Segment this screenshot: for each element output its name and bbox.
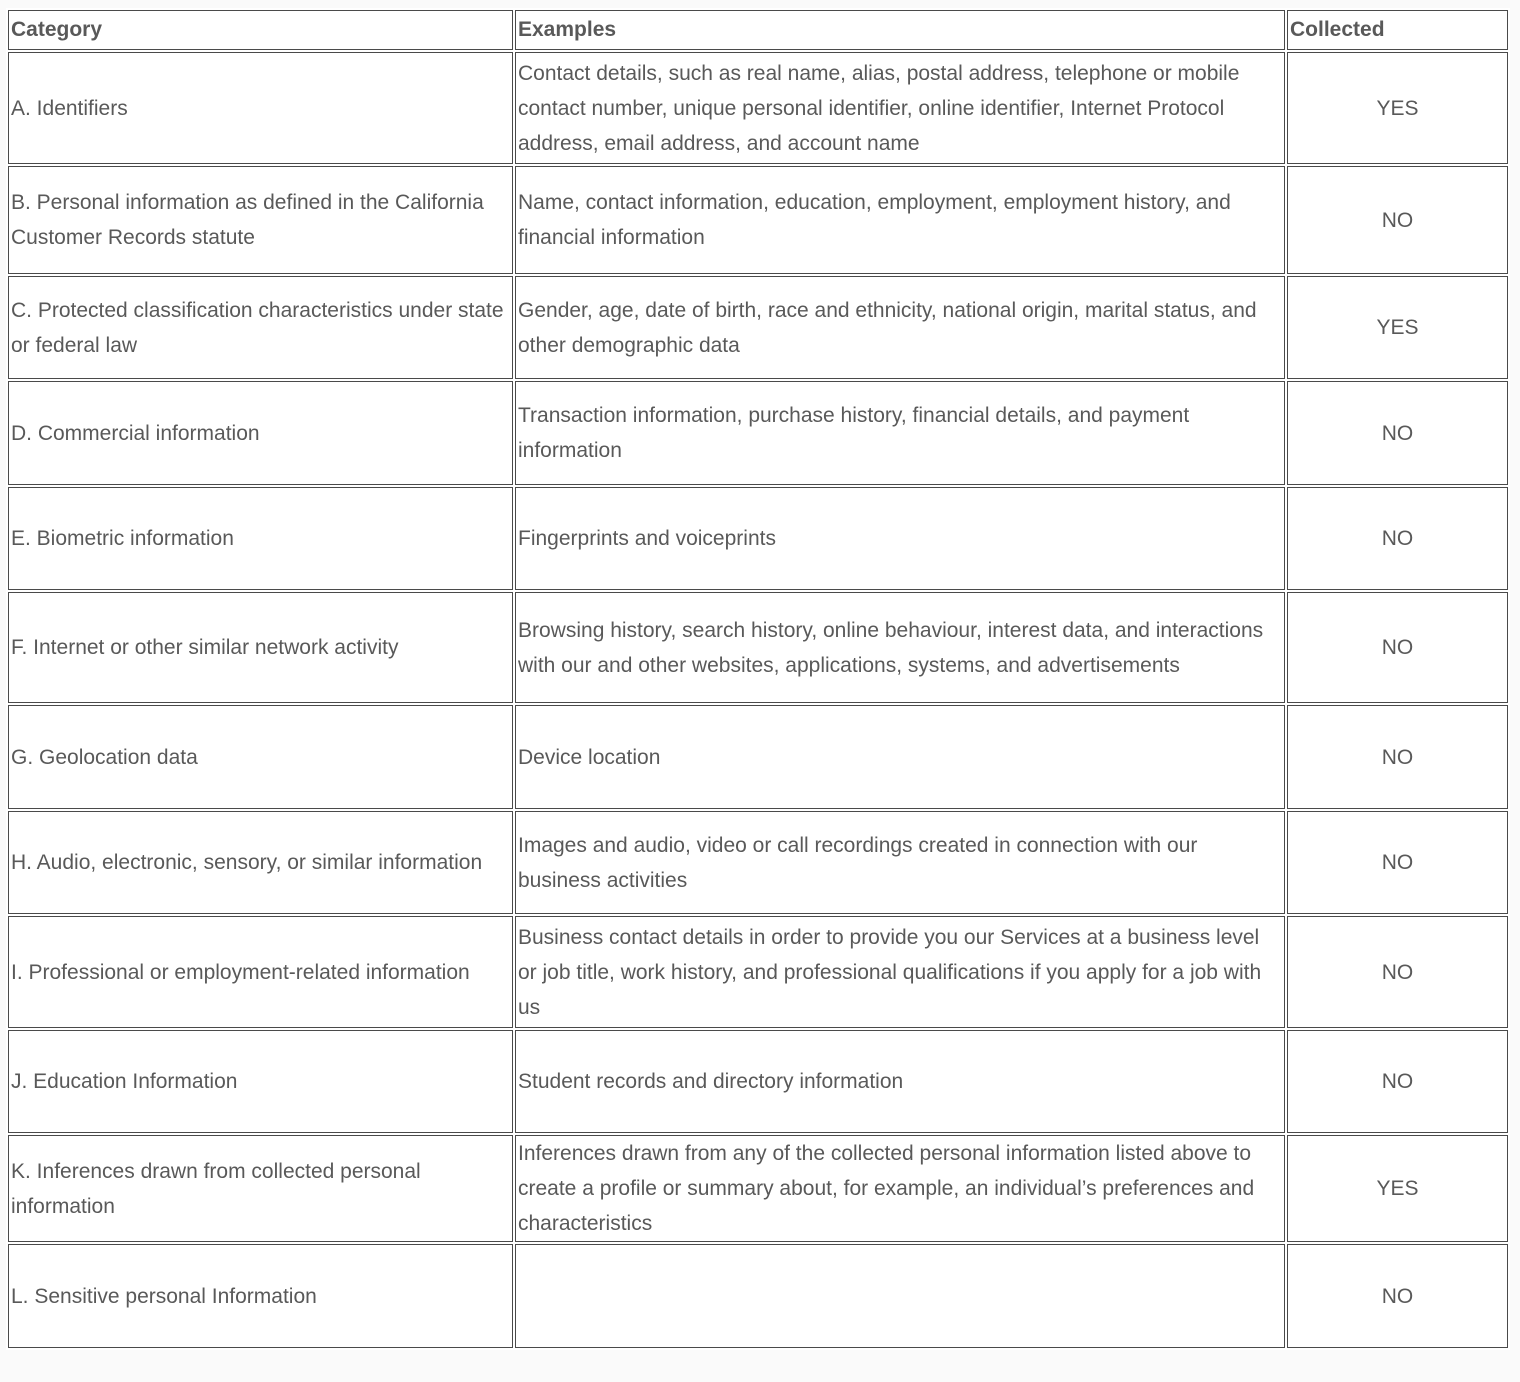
category-cell: C. Protected classification characteristics under state or federal law (8, 276, 513, 379)
header-category: Category (8, 10, 513, 50)
table-row (8, 52, 1508, 164)
category-cell: H. Audio, electronic, sensory, or similar information (8, 811, 513, 914)
examples-cell: Images and audio, video or call recordings created in connection with our business activities (515, 811, 1285, 914)
category-cell: B. Personal information as defined in the California Customer Records statute (8, 166, 513, 274)
collected-cell: NO (1287, 705, 1508, 809)
collected-cell: NO (1287, 811, 1508, 914)
examples-cell: Fingerprints and voiceprints (515, 487, 1285, 590)
collected-cell: NO (1287, 1244, 1508, 1348)
collected-cell: YES (1287, 276, 1508, 379)
collected-cell: NO (1287, 381, 1508, 485)
category-cell: F. Internet or other similar network activity (8, 592, 513, 703)
table-row (8, 276, 1508, 379)
collected-cell: NO (1287, 487, 1508, 590)
examples-cell: Transaction information, purchase history, financial details, and payment information (515, 381, 1285, 485)
table-row (8, 1244, 1508, 1348)
category-cell: E. Biometric information (8, 487, 513, 590)
table-row (8, 592, 1508, 703)
table-row (8, 916, 1508, 1028)
examples-cell: Contact details, such as real name, alias, postal address, telephone or mobile contact number, unique personal identifier, online identifier, Internet Protocol address, email address, and account name (515, 52, 1285, 164)
table-row (8, 811, 1508, 914)
table-row (8, 705, 1508, 809)
examples-cell: Business contact details in order to provide you our Services at a business level or job title, work history, and professional qualifications if you apply for a job with us (515, 916, 1285, 1028)
examples-cell: Student records and directory information (515, 1030, 1285, 1133)
table-row (8, 381, 1508, 485)
table-row (8, 487, 1508, 590)
examples-cell: Gender, age, date of birth, race and ethnicity, national origin, marital status, and other demographic data (515, 276, 1285, 379)
examples-cell: Name, contact information, education, employment, employment history, and financial information (515, 166, 1285, 274)
collected-cell: NO (1287, 592, 1508, 703)
collected-cell: NO (1287, 1030, 1508, 1133)
header-collected: Collected (1287, 10, 1508, 50)
category-cell: I. Professional or employment-related information (8, 916, 513, 1028)
category-cell: L. Sensitive personal Information (8, 1244, 513, 1348)
data-categories-table (6, 8, 1510, 1350)
table-row (8, 1030, 1508, 1133)
table-row (8, 1135, 1508, 1242)
table-header-row (8, 10, 1508, 50)
examples-cell: Browsing history, search history, online behaviour, interest data, and interactions with our and other websites, applications, systems, and advertisements (515, 592, 1285, 703)
category-cell: K. Inferences drawn from collected personal information (8, 1135, 513, 1242)
examples-cell: Inferences drawn from any of the collected personal information listed above to create a profile or summary about, for example, an individual’s preferences and characteristics (515, 1135, 1285, 1242)
category-cell: J. Education Information (8, 1030, 513, 1133)
header-examples: Examples (515, 10, 1285, 50)
category-cell: G. Geolocation data (8, 705, 513, 809)
examples-cell (515, 1244, 1285, 1348)
category-cell: A. Identifiers (8, 52, 513, 164)
collected-cell: NO (1287, 916, 1508, 1028)
collected-cell: NO (1287, 166, 1508, 274)
collected-cell: YES (1287, 1135, 1508, 1242)
collected-cell: YES (1287, 52, 1508, 164)
table-row (8, 166, 1508, 274)
category-cell: D. Commercial information (8, 381, 513, 485)
examples-cell: Device location (515, 705, 1285, 809)
